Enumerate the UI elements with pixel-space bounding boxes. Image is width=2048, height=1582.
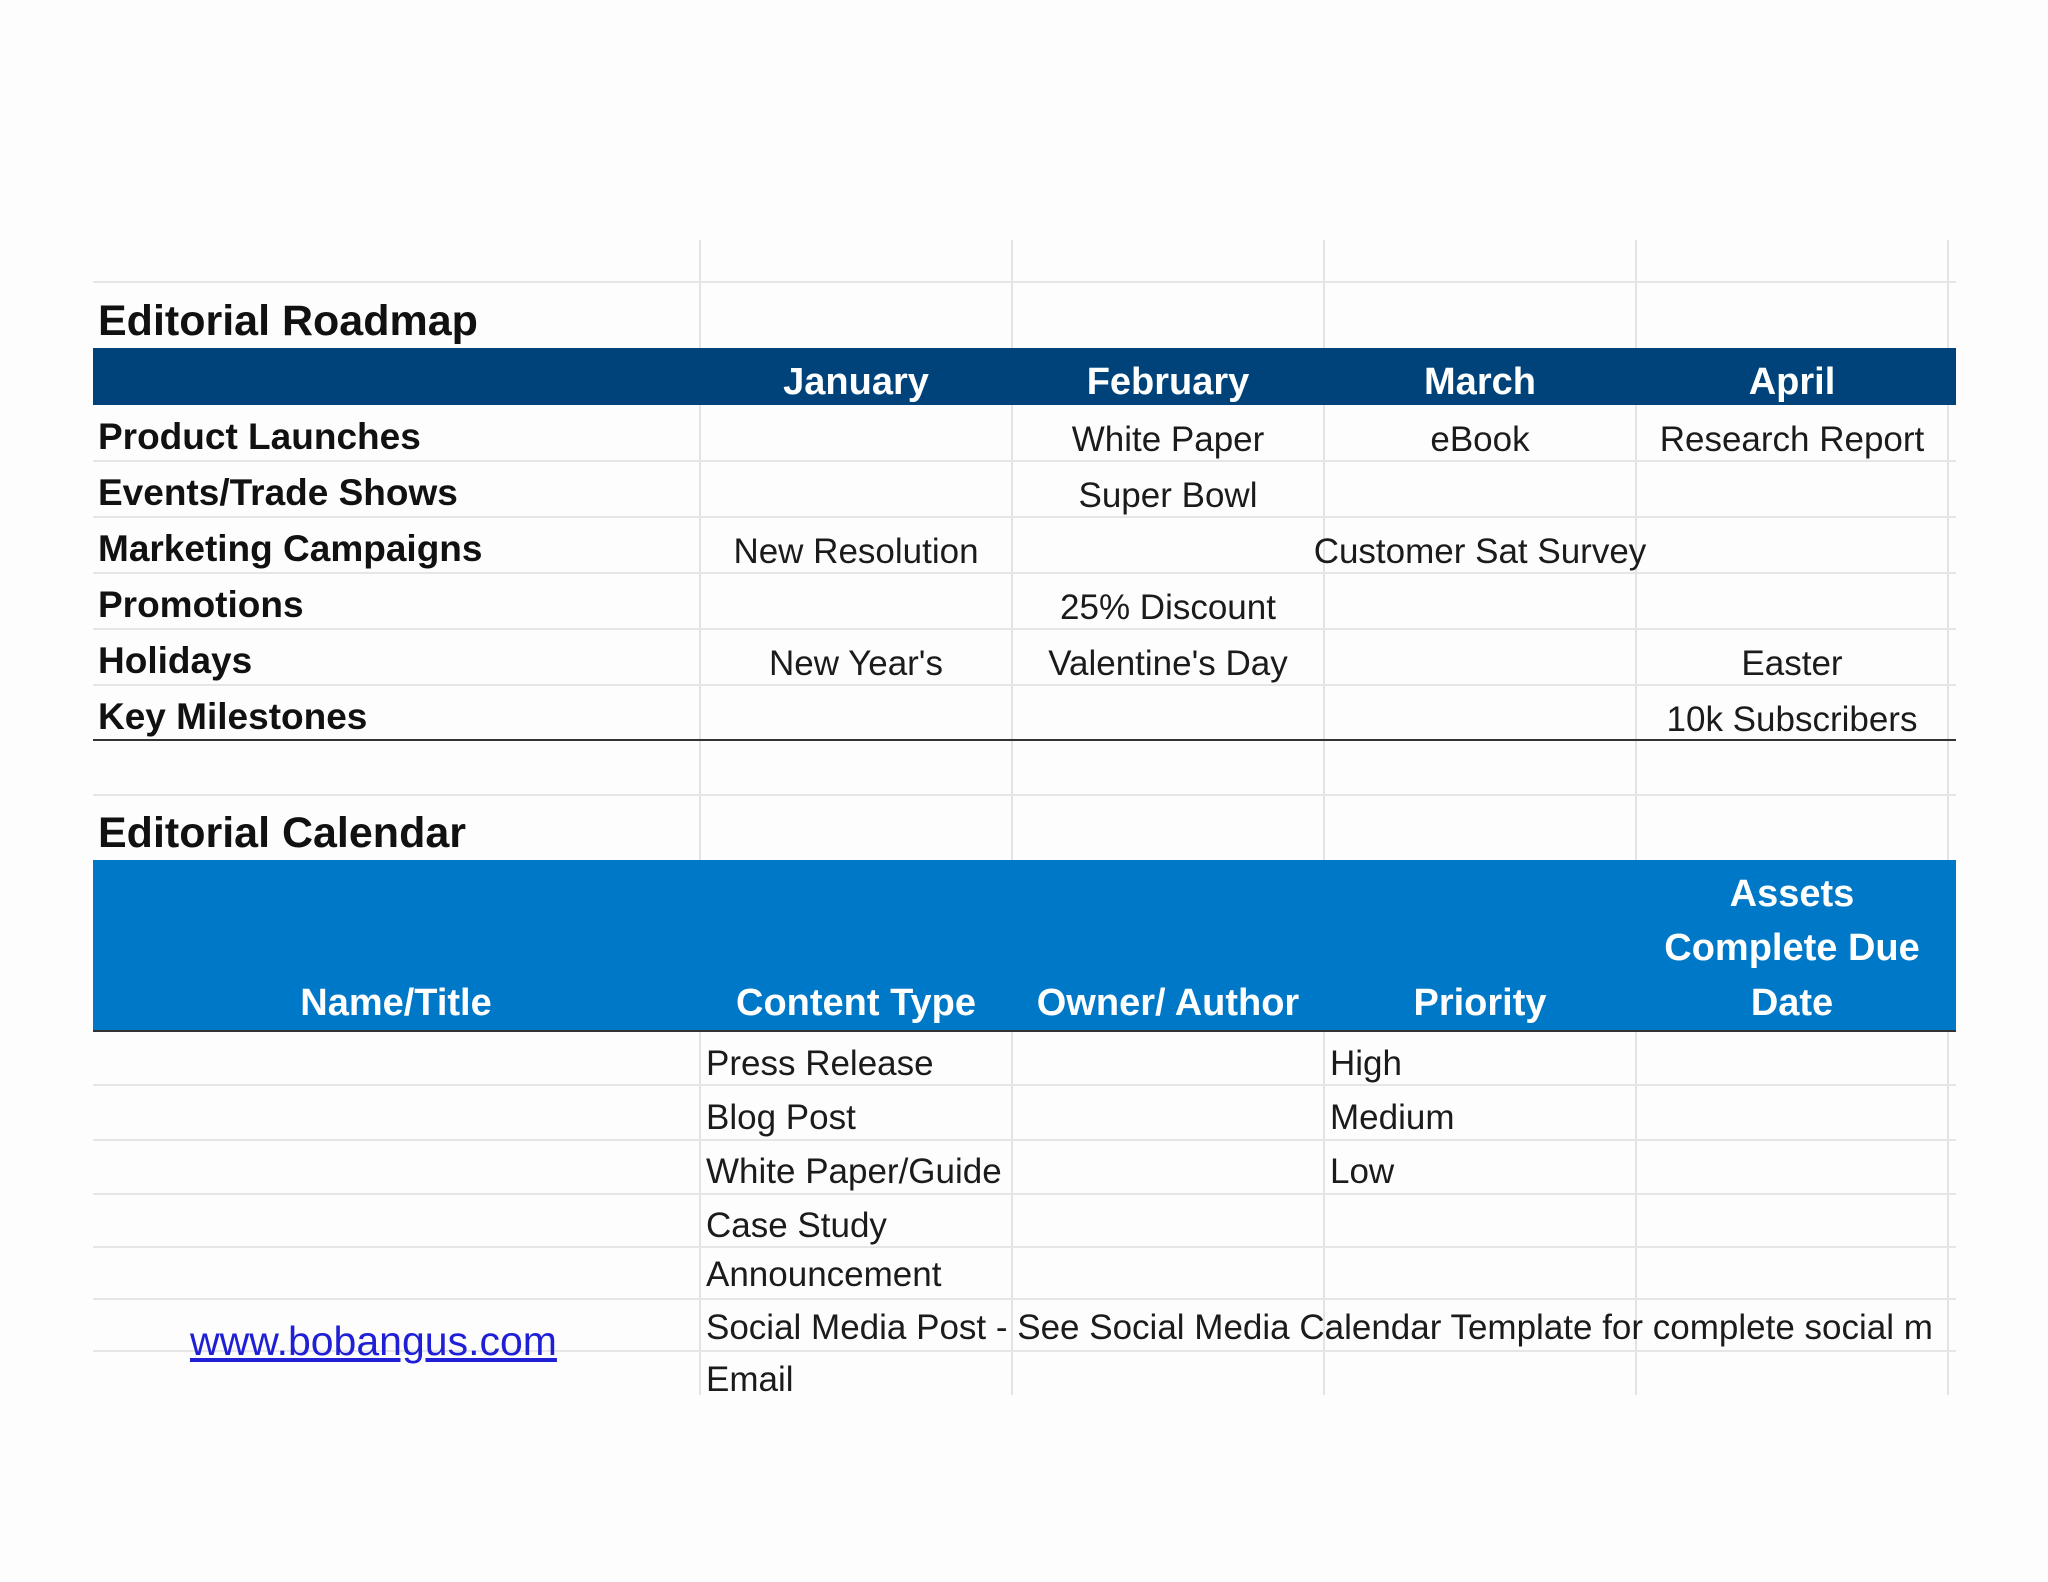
grid-col-b [699, 240, 701, 1395]
calendar-header-border [93, 1030, 1956, 1032]
month-header-january: January [783, 361, 929, 403]
roadmap-title: Editorial Roadmap [98, 297, 478, 345]
cell-marketing-march: Customer Sat Survey [1313, 532, 1647, 571]
grid-row [93, 460, 1956, 462]
grid-row [93, 794, 1956, 796]
col-header-assets-line1: Assets [1729, 873, 1855, 915]
priority-option: Low [1330, 1152, 1395, 1191]
priority-option: Medium [1330, 1098, 1455, 1137]
row-label-events-trade-shows: Events/Trade Shows [98, 472, 458, 513]
col-header-name-title: Name/Title [300, 982, 492, 1024]
cell-holidays-january: New Year's [768, 644, 943, 683]
grid-row [93, 1246, 1956, 1248]
col-header-assets-line3: Date [1750, 982, 1834, 1024]
content-type-option: Announcement [706, 1255, 942, 1294]
cell-holidays-april: Easter [1741, 644, 1843, 683]
grid-row [93, 628, 1956, 630]
grid-col-f [1947, 240, 1949, 1395]
content-type-option: White Paper/Guide [706, 1152, 1002, 1191]
priority-option: High [1330, 1044, 1402, 1083]
month-header-february: February [1086, 361, 1250, 403]
cell-events-february: Super Bowl [1078, 476, 1258, 515]
grid-row [93, 572, 1956, 574]
website-link[interactable]: www.bobangus.com [190, 1318, 557, 1364]
col-header-priority: Priority [1413, 982, 1547, 1024]
cell-marketing-january: New Resolution [733, 532, 979, 571]
content-type-option: Press Release [706, 1044, 934, 1083]
col-header-assets-line2: Complete Due [1664, 927, 1920, 969]
row-label-product-launches: Product Launches [98, 416, 421, 457]
row-label-promotions: Promotions [98, 584, 304, 625]
cell-promotions-february: 25% Discount [1060, 588, 1276, 627]
grid-row [93, 1139, 1956, 1141]
row-label-holidays: Holidays [98, 640, 253, 681]
cell-product-launches-march: eBook [1430, 420, 1530, 459]
col-header-owner-author: Owner/ Author [1036, 982, 1300, 1024]
grid-row [93, 1084, 1956, 1086]
cell-product-launches-february: White Paper [1071, 420, 1265, 459]
row-label-marketing-campaigns: Marketing Campaigns [98, 528, 483, 569]
content-type-option: Case Study [706, 1206, 887, 1245]
row-label-key-milestones: Key Milestones [98, 696, 368, 737]
month-header-march: March [1424, 361, 1536, 403]
calendar-title: Editorial Calendar [98, 809, 466, 857]
content-type-option: Email [706, 1360, 794, 1399]
grid-row [93, 516, 1956, 518]
grid-row [93, 684, 1956, 686]
content-type-option: Blog Post [706, 1098, 856, 1137]
grid-row [93, 1193, 1956, 1195]
cell-product-launches-april: Research Report [1659, 420, 1925, 459]
cell-milestones-april: 10k Subscribers [1666, 700, 1918, 739]
cell-holidays-february: Valentine's Day [1048, 644, 1288, 683]
col-header-content-type: Content Type [736, 982, 976, 1024]
content-type-option: Social Media Post - See Social Media Calendar Template for complete social m [706, 1308, 1933, 1347]
month-header-april: April [1748, 361, 1836, 403]
grid-row [93, 281, 1956, 283]
roadmap-bottom-border [93, 739, 1956, 741]
